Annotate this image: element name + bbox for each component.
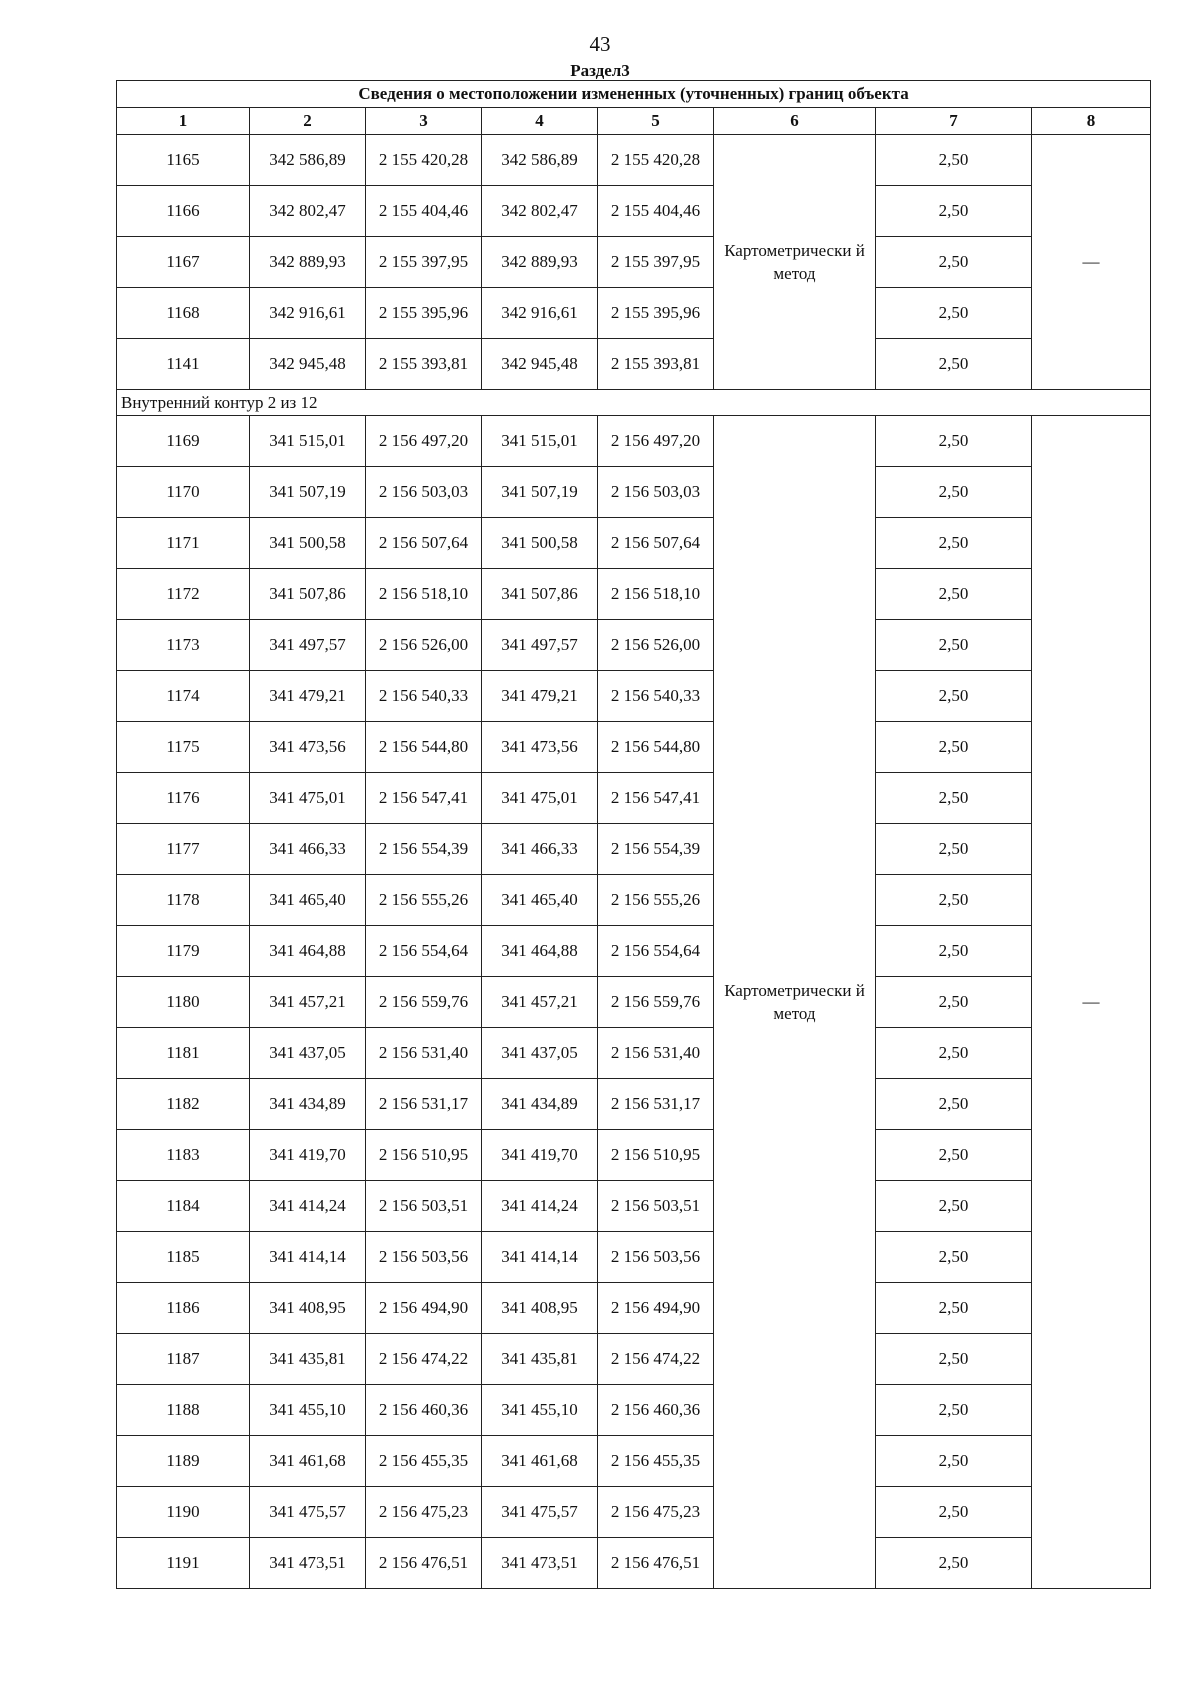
x-existing-cell: 342 586,89 [250, 135, 366, 186]
x-existing-cell: 341 473,51 [250, 1538, 366, 1589]
accuracy-cell: 2,50 [876, 1385, 1032, 1436]
y-new-cell: 2 156 518,10 [598, 569, 714, 620]
point-number-cell: 1176 [117, 773, 250, 824]
x-new-cell: 342 802,47 [482, 186, 598, 237]
table-row [117, 467, 1151, 518]
x-new-cell: 341 473,51 [482, 1538, 598, 1589]
accuracy-cell: 2,50 [876, 773, 1032, 824]
y-new-cell: 2 156 503,51 [598, 1181, 714, 1232]
accuracy-cell: 2,50 [876, 1436, 1032, 1487]
y-existing-cell: 2 156 526,00 [366, 620, 482, 671]
y-new-cell: 2 156 497,20 [598, 416, 714, 467]
y-new-cell: 2 156 476,51 [598, 1538, 714, 1589]
table-row [117, 186, 1151, 237]
y-new-cell: 2 156 494,90 [598, 1283, 714, 1334]
y-existing-cell: 2 156 559,76 [366, 977, 482, 1028]
x-new-cell: 341 414,14 [482, 1232, 598, 1283]
table-row [117, 1334, 1151, 1385]
table-row [117, 1028, 1151, 1079]
point-number-cell: 1175 [117, 722, 250, 773]
x-new-cell: 341 461,68 [482, 1436, 598, 1487]
note-cell: — [1032, 135, 1151, 390]
x-existing-cell: 341 497,57 [250, 620, 366, 671]
accuracy-cell: 2,50 [876, 1334, 1032, 1385]
y-new-cell: 2 156 559,76 [598, 977, 714, 1028]
contour-label-row [117, 390, 1151, 416]
x-new-cell: 341 479,21 [482, 671, 598, 722]
table-row [117, 926, 1151, 977]
x-existing-cell: 341 515,01 [250, 416, 366, 467]
table-row [117, 875, 1151, 926]
table-row [117, 1283, 1151, 1334]
table-row [117, 569, 1151, 620]
table-row [117, 1181, 1151, 1232]
y-existing-cell: 2 155 404,46 [366, 186, 482, 237]
section-title: Раздел3 [570, 61, 630, 80]
accuracy-cell: 2,50 [876, 416, 1032, 467]
accuracy-cell: 2,50 [876, 1487, 1032, 1538]
y-new-cell: 2 156 510,95 [598, 1130, 714, 1181]
y-new-cell: 2 155 393,81 [598, 339, 714, 390]
table-row [117, 518, 1151, 569]
column-number: 8 [1032, 108, 1151, 135]
x-existing-cell: 341 507,19 [250, 467, 366, 518]
column-number: 5 [598, 108, 714, 135]
y-new-cell: 2 156 526,00 [598, 620, 714, 671]
x-new-cell: 342 916,61 [482, 288, 598, 339]
x-existing-cell: 341 455,10 [250, 1385, 366, 1436]
table-row [117, 1232, 1151, 1283]
x-existing-cell: 341 475,57 [250, 1487, 366, 1538]
column-number: 3 [366, 108, 482, 135]
table-row [117, 1538, 1151, 1589]
y-new-cell: 2 155 420,28 [598, 135, 714, 186]
table-row [117, 977, 1151, 1028]
column-number: 2 [250, 108, 366, 135]
table-row [117, 416, 1151, 467]
point-number-cell: 1185 [117, 1232, 250, 1283]
x-new-cell: 341 507,19 [482, 467, 598, 518]
x-existing-cell: 341 461,68 [250, 1436, 366, 1487]
column-number: 4 [482, 108, 598, 135]
y-new-cell: 2 156 531,17 [598, 1079, 714, 1130]
y-new-cell: 2 156 503,03 [598, 467, 714, 518]
y-existing-cell: 2 156 476,51 [366, 1538, 482, 1589]
y-existing-cell: 2 155 397,95 [366, 237, 482, 288]
table-row [117, 824, 1151, 875]
method-cell: Картометрически й метод [714, 416, 876, 1589]
accuracy-cell: 2,50 [876, 1538, 1032, 1589]
x-new-cell: 341 515,01 [482, 416, 598, 467]
accuracy-cell: 2,50 [876, 135, 1032, 186]
column-number: 1 [117, 108, 250, 135]
x-new-cell: 341 419,70 [482, 1130, 598, 1181]
point-number-cell: 1170 [117, 467, 250, 518]
x-existing-cell: 342 945,48 [250, 339, 366, 390]
y-existing-cell: 2 156 503,51 [366, 1181, 482, 1232]
x-existing-cell: 342 916,61 [250, 288, 366, 339]
x-existing-cell: 341 437,05 [250, 1028, 366, 1079]
point-number-cell: 1186 [117, 1283, 250, 1334]
point-number-cell: 1168 [117, 288, 250, 339]
x-new-cell: 341 473,56 [482, 722, 598, 773]
point-number-cell: 1190 [117, 1487, 250, 1538]
accuracy-cell: 2,50 [876, 1130, 1032, 1181]
method-cell: Картометрически й метод [714, 135, 876, 390]
y-existing-cell: 2 156 554,39 [366, 824, 482, 875]
x-new-cell: 341 466,33 [482, 824, 598, 875]
accuracy-cell: 2,50 [876, 1028, 1032, 1079]
table-row [117, 1130, 1151, 1181]
accuracy-cell: 2,50 [876, 1079, 1032, 1130]
point-number-cell: 1181 [117, 1028, 250, 1079]
y-existing-cell: 2 156 503,56 [366, 1232, 482, 1283]
y-existing-cell: 2 156 531,40 [366, 1028, 482, 1079]
y-existing-cell: 2 156 474,22 [366, 1334, 482, 1385]
x-existing-cell: 341 465,40 [250, 875, 366, 926]
x-existing-cell: 342 802,47 [250, 186, 366, 237]
accuracy-cell: 2,50 [876, 339, 1032, 390]
x-new-cell: 341 437,05 [482, 1028, 598, 1079]
y-existing-cell: 2 156 497,20 [366, 416, 482, 467]
x-existing-cell: 342 889,93 [250, 237, 366, 288]
column-number: 6 [714, 108, 876, 135]
accuracy-cell: 2,50 [876, 186, 1032, 237]
accuracy-cell: 2,50 [876, 518, 1032, 569]
point-number-cell: 1166 [117, 186, 250, 237]
x-existing-cell: 341 479,21 [250, 671, 366, 722]
x-new-cell: 342 945,48 [482, 339, 598, 390]
y-existing-cell: 2 156 518,10 [366, 569, 482, 620]
contour-label: Внутренний контур 2 из 12 [117, 390, 1151, 416]
y-new-cell: 2 156 455,35 [598, 1436, 714, 1487]
point-number-cell: 1169 [117, 416, 250, 467]
y-new-cell: 2 156 554,64 [598, 926, 714, 977]
y-new-cell: 2 155 395,96 [598, 288, 714, 339]
x-existing-cell: 341 507,86 [250, 569, 366, 620]
x-existing-cell: 341 466,33 [250, 824, 366, 875]
x-existing-cell: 341 464,88 [250, 926, 366, 977]
y-existing-cell: 2 156 510,95 [366, 1130, 482, 1181]
note-cell: — [1032, 416, 1151, 1589]
point-number-cell: 1188 [117, 1385, 250, 1436]
table-caption-row [117, 81, 1151, 108]
x-existing-cell: 341 414,14 [250, 1232, 366, 1283]
point-number-cell: 1179 [117, 926, 250, 977]
table-row [117, 1436, 1151, 1487]
x-new-cell: 341 414,24 [482, 1181, 598, 1232]
x-new-cell: 341 455,10 [482, 1385, 598, 1436]
page-number: 43 [589, 32, 611, 56]
accuracy-cell: 2,50 [876, 1181, 1032, 1232]
point-number-cell: 1165 [117, 135, 250, 186]
table-row [117, 339, 1151, 390]
y-new-cell: 2 156 540,33 [598, 671, 714, 722]
y-existing-cell: 2 156 544,80 [366, 722, 482, 773]
boundary-coordinates-table [116, 80, 1151, 1589]
y-existing-cell: 2 156 507,64 [366, 518, 482, 569]
point-number-cell: 1177 [117, 824, 250, 875]
accuracy-cell: 2,50 [876, 237, 1032, 288]
accuracy-cell: 2,50 [876, 671, 1032, 722]
point-number-cell: 1167 [117, 237, 250, 288]
point-number-cell: 1174 [117, 671, 250, 722]
y-existing-cell: 2 156 531,17 [366, 1079, 482, 1130]
y-new-cell: 2 156 555,26 [598, 875, 714, 926]
y-existing-cell: 2 155 395,96 [366, 288, 482, 339]
table-row [117, 773, 1151, 824]
y-existing-cell: 2 156 494,90 [366, 1283, 482, 1334]
x-new-cell: 341 464,88 [482, 926, 598, 977]
y-existing-cell: 2 156 555,26 [366, 875, 482, 926]
table-row [117, 288, 1151, 339]
x-existing-cell: 341 473,56 [250, 722, 366, 773]
x-existing-cell: 341 435,81 [250, 1334, 366, 1385]
y-existing-cell: 2 156 503,03 [366, 467, 482, 518]
table-row [117, 237, 1151, 288]
point-number-cell: 1178 [117, 875, 250, 926]
x-new-cell: 341 408,95 [482, 1283, 598, 1334]
y-new-cell: 2 156 554,39 [598, 824, 714, 875]
accuracy-cell: 2,50 [876, 824, 1032, 875]
table-caption: Сведения о местоположении измененных (уточненных) границ объекта [117, 81, 1151, 108]
accuracy-cell: 2,50 [876, 926, 1032, 977]
y-existing-cell: 2 156 460,36 [366, 1385, 482, 1436]
x-existing-cell: 341 457,21 [250, 977, 366, 1028]
x-existing-cell: 341 434,89 [250, 1079, 366, 1130]
x-new-cell: 341 500,58 [482, 518, 598, 569]
y-new-cell: 2 156 475,23 [598, 1487, 714, 1538]
x-new-cell: 341 497,57 [482, 620, 598, 671]
y-existing-cell: 2 155 393,81 [366, 339, 482, 390]
y-new-cell: 2 156 503,56 [598, 1232, 714, 1283]
accuracy-cell: 2,50 [876, 569, 1032, 620]
x-new-cell: 342 889,93 [482, 237, 598, 288]
table-body [117, 81, 1151, 1589]
accuracy-cell: 2,50 [876, 1283, 1032, 1334]
point-number-cell: 1141 [117, 339, 250, 390]
x-new-cell: 341 465,40 [482, 875, 598, 926]
column-number-row [117, 108, 1151, 135]
x-existing-cell: 341 475,01 [250, 773, 366, 824]
y-existing-cell: 2 156 475,23 [366, 1487, 482, 1538]
accuracy-cell: 2,50 [876, 288, 1032, 339]
point-number-cell: 1182 [117, 1079, 250, 1130]
table-row [117, 722, 1151, 773]
table-row [117, 620, 1151, 671]
accuracy-cell: 2,50 [876, 977, 1032, 1028]
y-existing-cell: 2 155 420,28 [366, 135, 482, 186]
table-row [117, 1487, 1151, 1538]
y-existing-cell: 2 156 547,41 [366, 773, 482, 824]
x-new-cell: 341 457,21 [482, 977, 598, 1028]
y-new-cell: 2 156 507,64 [598, 518, 714, 569]
accuracy-cell: 2,50 [876, 620, 1032, 671]
x-new-cell: 341 435,81 [482, 1334, 598, 1385]
y-new-cell: 2 156 460,36 [598, 1385, 714, 1436]
point-number-cell: 1173 [117, 620, 250, 671]
accuracy-cell: 2,50 [876, 722, 1032, 773]
x-new-cell: 342 586,89 [482, 135, 598, 186]
x-new-cell: 341 434,89 [482, 1079, 598, 1130]
table-row [117, 1079, 1151, 1130]
point-number-cell: 1184 [117, 1181, 250, 1232]
x-new-cell: 341 475,57 [482, 1487, 598, 1538]
y-new-cell: 2 155 404,46 [598, 186, 714, 237]
x-new-cell: 341 507,86 [482, 569, 598, 620]
table-row [117, 1385, 1151, 1436]
accuracy-cell: 2,50 [876, 1232, 1032, 1283]
y-existing-cell: 2 156 540,33 [366, 671, 482, 722]
y-new-cell: 2 155 397,95 [598, 237, 714, 288]
x-existing-cell: 341 414,24 [250, 1181, 366, 1232]
accuracy-cell: 2,50 [876, 467, 1032, 518]
x-existing-cell: 341 408,95 [250, 1283, 366, 1334]
point-number-cell: 1171 [117, 518, 250, 569]
x-existing-cell: 341 500,58 [250, 518, 366, 569]
point-number-cell: 1183 [117, 1130, 250, 1181]
table-row [117, 135, 1151, 186]
point-number-cell: 1187 [117, 1334, 250, 1385]
y-new-cell: 2 156 544,80 [598, 722, 714, 773]
x-new-cell: 341 475,01 [482, 773, 598, 824]
accuracy-cell: 2,50 [876, 875, 1032, 926]
table-row [117, 671, 1151, 722]
y-existing-cell: 2 156 455,35 [366, 1436, 482, 1487]
y-existing-cell: 2 156 554,64 [366, 926, 482, 977]
x-existing-cell: 341 419,70 [250, 1130, 366, 1181]
point-number-cell: 1191 [117, 1538, 250, 1589]
y-new-cell: 2 156 531,40 [598, 1028, 714, 1079]
point-number-cell: 1189 [117, 1436, 250, 1487]
y-new-cell: 2 156 547,41 [598, 773, 714, 824]
column-number: 7 [876, 108, 1032, 135]
y-new-cell: 2 156 474,22 [598, 1334, 714, 1385]
point-number-cell: 1180 [117, 977, 250, 1028]
point-number-cell: 1172 [117, 569, 250, 620]
